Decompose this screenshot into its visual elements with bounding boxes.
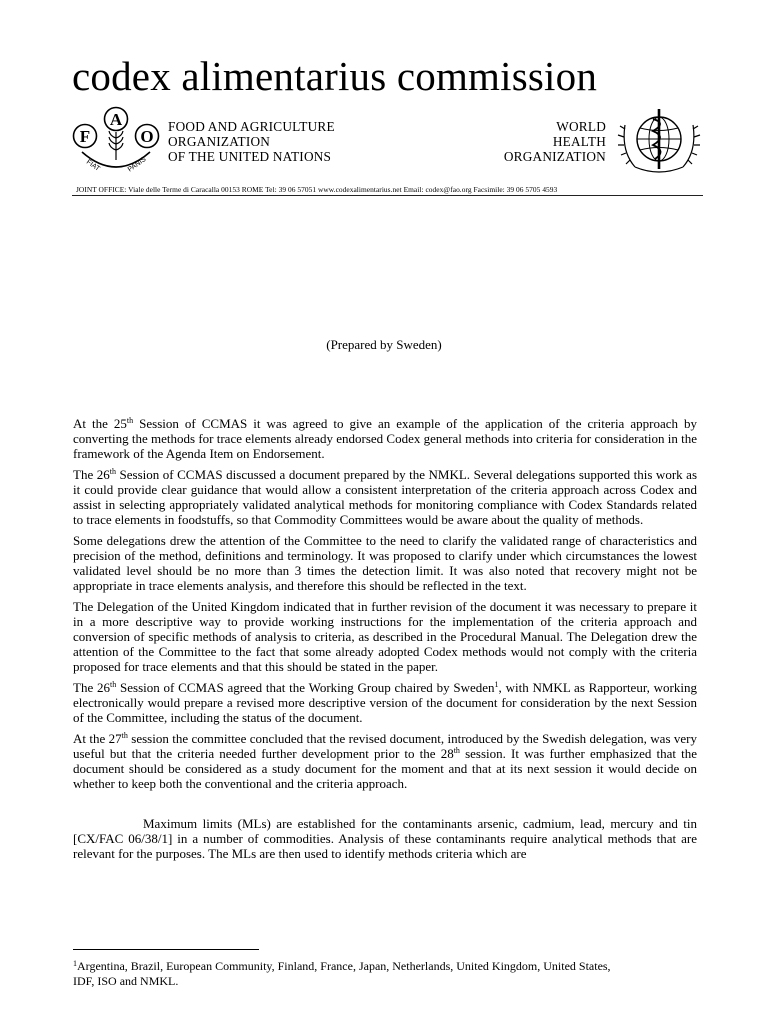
fao-name-line: OF THE UNITED NATIONS [168, 149, 332, 164]
paragraph: The 26th Session of CCMAS agreed that the Working Group chaired by Sweden$^1$, with NMKL as Rapporteur, working electronically would prepare a revised more descriptive version of the document for consideration by the next Session of the Committee, including the status of the document. [73, 680, 698, 725]
footnote-text: Argentina, Brazil, European Community, Finland, France, Japan, Netherlands, United Kingdom, United States, [77, 959, 611, 973]
paragraph: Some delegations drew the attention of the Committee to the need to clarify the validated range of characteristics and precision of the method, definitions and terminology. It was proposed to clarify under which circumstances the lowest validated level should be no more than 3 times the detection limit. It was also noted that recovery might not be appropriate in trace elements analysis, and therefore this should be reflected in the text. [73, 533, 697, 593]
fao-letter-o: O [140, 127, 154, 146]
paragraph: The Delegation of the United Kingdom indicated that in further revision of the document it was necessary to prepare it in a more descriptive way to provide working instructions for the implementation of the criteria approach and conversion of specific methods of analysis to criteria, as described in the Procedural Manual. The Delegation drew the attention of the Committee to the fact that some already adopted Codex methods would not comply with the criteria proposed for trace elements and that this should be stated in the paper. [73, 599, 697, 674]
fao-name-line: ORGANIZATION [168, 134, 271, 149]
fao-motto-left: FIAT [84, 158, 101, 173]
paragraph: At the 27th session the committee concluded that the revised document, introduced by the Swedish delegation, was very useful but that the criteria needed further development prior to the 28th session. It was further emphasized that the document should be considered as a study document for the moment and that at its next session it would decide on whether to keep both the conventional and the criteria approach. [73, 731, 697, 791]
fao-name-block [168, 119, 335, 164]
paragraph: The 26th Session of CCMAS discussed a document prepared by the NMKL. Several delegations supported this work as it could provide clear guidance that would allow a consistent interpretation of the criteria approach across Codex and assist in selecting appropriately validated analytical methods for monitoring compliance with Codex Standards related to trace elements in foodstuffs, so that Commodity Committees would be aware about the quality of methods. [73, 467, 697, 527]
footnote-text-continued: IDF, ISO and NMKL. [73, 974, 179, 988]
prepared-by-line: (Prepared by Sweden) [326, 337, 442, 352]
document-title: codex alimentarius commission [72, 53, 598, 99]
footnote-separator [73, 949, 259, 950]
fao-name-line: FOOD AND AGRICULTURE [168, 119, 335, 134]
fao-letter-a: A [109, 110, 123, 129]
footnote-marker: 1 [73, 959, 77, 968]
header-divider [72, 195, 703, 196]
paragraph: At the 25th Session of CCMAS it was agreed to give an example of the application of the criteria approach by converting the methods for trace elements already endorsed Codex general methods into criteria for consideration in the framework of the Agenda Item on Endorsement. [73, 416, 698, 461]
who-name-line: ORGANIZATION [503, 149, 606, 164]
who-name-line: HEALTH [552, 134, 606, 149]
who-name-line: WORLD [556, 119, 606, 134]
fao-letter-f: F [79, 127, 91, 146]
footnote [73, 959, 697, 989]
fao-motto-right: PANIS [126, 156, 148, 174]
who-emblem [613, 103, 705, 180]
footnote-reference: 1 [494, 680, 499, 689]
who-name-block [504, 119, 606, 164]
joint-office-contact-line: JOINT OFFICE: Viale delle Terme di Caracalla 00153 ROME Tel: 39 06 57051 www.codexalimentarius.net Email: codex@fao.org Facsimile: 39 06 5705 4593 [76, 185, 558, 194]
document-body [73, 416, 697, 867]
fao-logo [72, 104, 160, 174]
paragraph: Maximum limits (MLs) are established for the contaminants arsenic, cadmium, lead, mercury and tin [CX/FAC 06/38/1] in a number of commodities. Analysis of these contaminants require analytical methods that are relevant for the purposes. The MLs are then used to identify methods criteria which are [73, 816, 697, 861]
